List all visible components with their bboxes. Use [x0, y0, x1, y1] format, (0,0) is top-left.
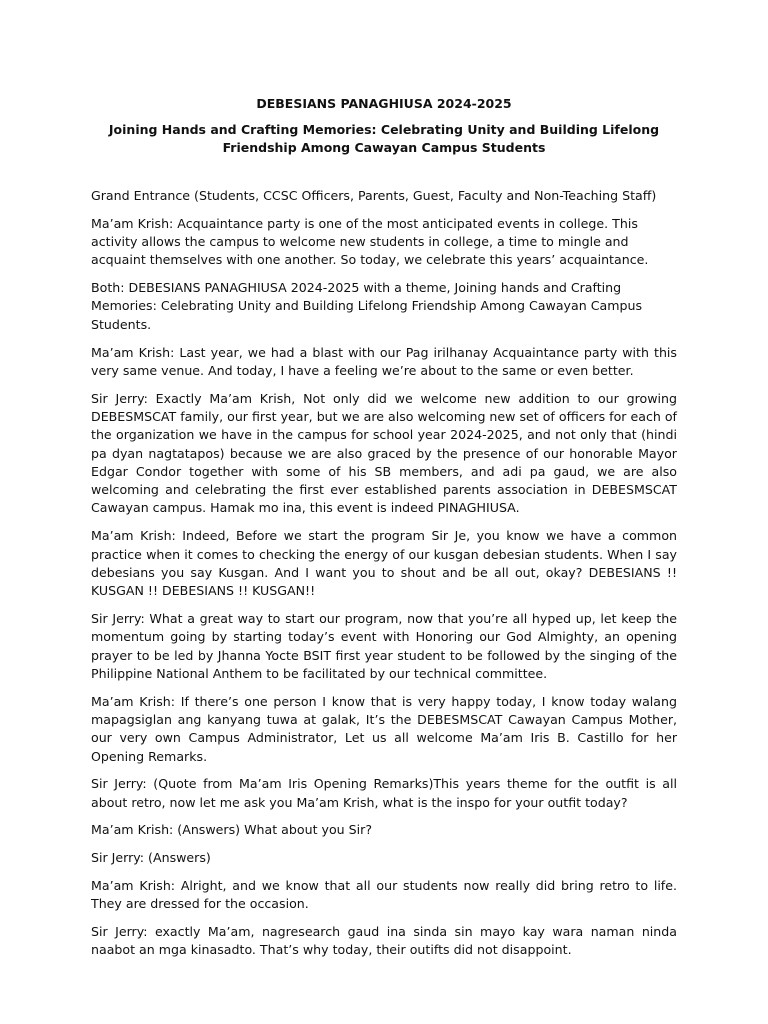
paragraph-jerry-answers: Sir Jerry: (Answers)	[91, 850, 211, 866]
paragraph-krish-retro: Ma’am Krish: Alright, and we know that all our students now really did bring retro to life. They are dressed for the occasion.	[91, 878, 677, 912]
paragraph-jerry-welcome: Sir Jerry: Exactly Ma’am Krish, Not only did we welcome new addition to our growing DEBESMSCAT family, our first year, but we are also welcoming new set of officers for each of the organization we have in the campus for school year 2024-2025, and not only that (hindi pa dyan nagtatapos) because we are also graced by the presence of our honorable Mayor Edgar Condor together with some of his SB members, and adi pa gaud, we are also welcoming and celebrating the first ever established parents association in DEBESMSCAT Cawayan campus. Hamak mo ina, this event is indeed PINAGHIUSA.	[91, 390, 677, 516]
document-title: DEBESIANS PANAGHIUSA 2024-2025	[256, 96, 512, 111]
paragraph-krish-remarks: Ma’am Krish: If there’s one person I know that is very happy today, I know today walang mapagsiglan ang kanyang tuwa at galak, It’s the DEBESMSCAT Cawayan Campus Mother, our very own Campus Administrator, Let us all welcome Ma’am Iris B. Castillo for her Opening Remarks.	[91, 693, 677, 764]
paragraph-krish-answers: Ma’am Krish: (Answers) What about you Sir?	[91, 822, 373, 838]
paragraph-jerry-research: Sir Jerry: exactly Ma’am, nagresearch gaud ina sinda sin mayo kay wara naman ninda naabot an mga kinasadto. That’s why today, their outifts did not disappoint.	[91, 924, 677, 958]
paragraph-jerry-prayer: Sir Jerry: What a great way to start our program, now that you’re all hyped up, let keep the momentum going by starting today’s event with Honoring our God Almighty, an opening prayer to be led by Jhanna Yocte BSIT first year student to be followed by the singing of the Philippine National Anthem to be facilitated by our technical committee.	[91, 610, 677, 681]
paragraph-grand-entrance: Grand Entrance (Students, CCSC Officers, Parents, Guest, Faculty and Non-Teaching Staff)	[91, 188, 657, 203]
paragraph-krish-energy: Ma’am Krish: Indeed, Before we start the program Sir Je, you know we have a common practice when it comes to checking the energy of our kusgan debesian students. When I say debesians you say Kusgan. And I want you to shout and be all out, okay? DEBESIANS !! KUSGAN !! DEBESIANS !! KUSGAN!!	[91, 528, 677, 599]
paragraph-krish-intro: Ma’am Krish: Acquaintance party is one of the most anticipated events in college. This activity allows the campus to welcome new students in college, a time to mingle and acquaint themselves with one another. So today, we celebrate this years’ acquaintance.	[91, 215, 649, 268]
paragraph-krish-last-year: Ma’am Krish: Last year, we had a blast with our Pag irilhanay Acquaintance party with this very same venue. And today, I have a feeling we’re about to the same or even better.	[91, 344, 677, 378]
paragraph-both-theme: Both: DEBESIANS PANAGHIUSA 2024-2025 with a theme, Joining hands and Crafting Memories: Celebrating Unity and Building Lifelong Friendship Among Cawayan Campus Students.	[91, 280, 643, 332]
paragraph-jerry-outfit: Sir Jerry: (Quote from Ma’am Iris Opening Remarks)This years theme for the outfit is all about retro, now let me ask you Ma’am Krish, what is the inspo for your outfit today?	[91, 776, 677, 810]
document-subtitle: Joining Hands and Crafting Memories: Celebrating Unity and Building Lifelong Friendship Among Cawayan Campus Students	[108, 122, 660, 155]
